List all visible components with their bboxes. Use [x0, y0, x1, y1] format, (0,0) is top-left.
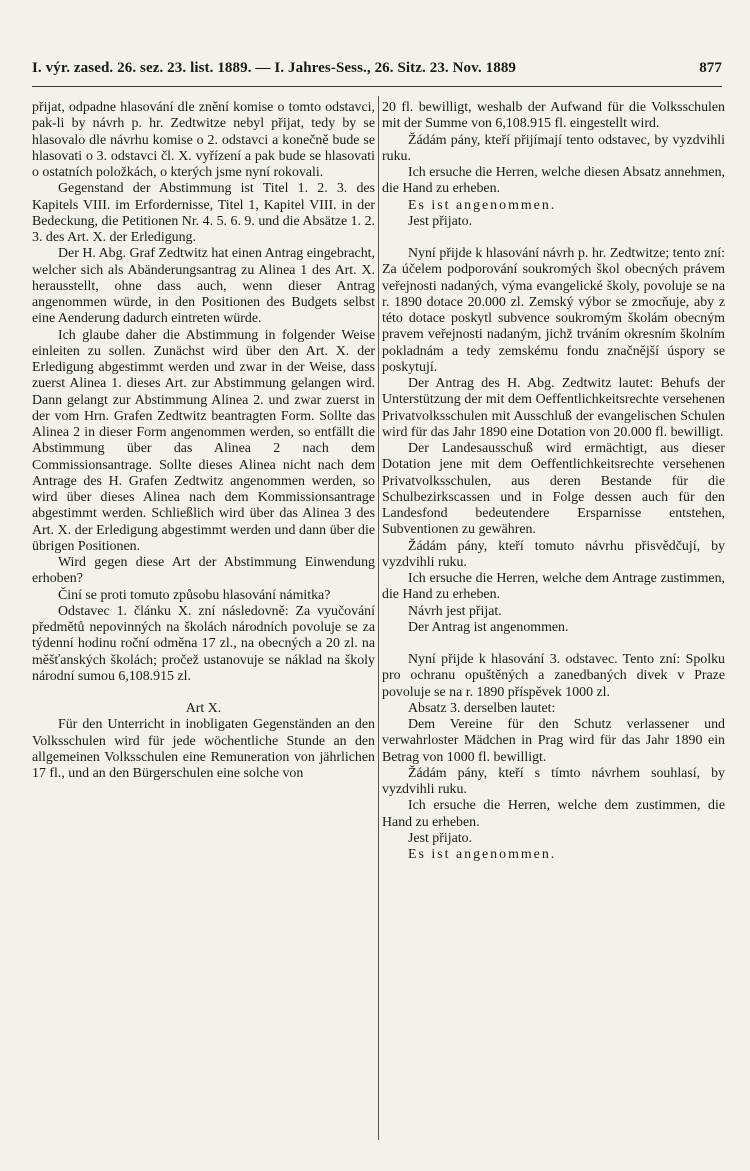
- paragraph: Žádám pány, kteří s tímto návrhem souhlasí, by vyzdvihli ruku.: [382, 765, 725, 797]
- paragraph: Der H. Abg. Graf Zedtwitz hat einen Antrag eingebracht, welcher sich als Abänderungsantrag zu Alinea 1 des Art. X. herausstellt, ohne dass auch, wenn dieser Antrag angenommen würde, in den Positionen des Budgets selbst eine Aenderung dadurch eintreten würde.: [32, 246, 375, 327]
- paragraph: Wird gegen diese Art der Abstimmung Einwendung erhoben?: [32, 555, 375, 587]
- paragraph: Návrh jest přijat.: [408, 603, 502, 619]
- paragraph: Es ist angenommen.: [408, 197, 557, 213]
- paragraph: Absatz 3. derselben lautet:: [408, 700, 556, 716]
- paragraph: Ich ersuche die Herren, welche diesen Absatz annehmen, die Hand zu erheben.: [382, 165, 725, 197]
- paragraph: Činí se proti tomuto způsobu hlasování námitka?: [58, 587, 331, 603]
- paragraph: Gegenstand der Abstimmung ist Titel 1. 2. 3. des Kapitels VIII. im Erfordernisse, Titel 1, Kapitel VIII. in der Bedeckung, die Petitionen Nr. 4. 5. 6. 9. und die Absätze 1. 2. 3. des Art. X. der Erledigung.: [32, 181, 375, 245]
- paragraph: Der Antrag ist angenommen.: [408, 619, 569, 635]
- paragraph: Žádám pány, kteří tomuto návrhu přisvědčují, by vyzdvihli ruku.: [382, 538, 725, 570]
- left-column: [32, 100, 375, 782]
- running-header: [32, 60, 722, 77]
- paragraph: přijat, odpadne hlasování dle znění komise o tomto odstavci, pak-li by návrh p. hr. Zedtwitze nebyl přijat, tedy by se hlasovalo dle návrhu komise o 2. odstavci a konečně bude se hlasovati o 3. odstavci čl. X. vyřízení a pak bude se hlasovati o ostatních položkách, o kterých jsme nyní rokovali.: [32, 100, 375, 180]
- paragraph: Ich glaube daher die Abstimmung in folgender Weise einleiten zu sollen. Zunächst wird über den Art. X. der Erledigung abgestimmt werden und zwar in der Weise, dass zuerst Alinea 1. dieses Art. zur Abstimmung gelangen wird. Dann gelangt zur Abstimmung Alinea 2. und zwar zuerst in der vom Hrn. Grafen Zedtwitz beantragten Form. Sollte das Alinea 2 in dieser Form angenommen werden, so entfällt die Abstimmung über das Alinea 2 nach dem Commissionsantrage. Sollte dieses Alinea nicht nach dem Antrage des H. Grafen Zedtwitz angenommen werden, so wird über dieses Alinea nach dem Kommissionsantrage abgestimmt werden. Schließlich wird über das Alinea 3 des Art. X. der Erledigung abgestimmt werden und dann über die übrigen Positionen.: [32, 327, 375, 554]
- paragraph: Es ist angenommen.: [408, 847, 557, 862]
- header-rule: [32, 86, 722, 87]
- right-column: [382, 100, 725, 863]
- paragraph: Dem Vereine für den Schutz verlassener und verwahrloster Mädchen in Prag wird für das Jahr 1890 ein Betrag von 1000 fl. bewilligt.: [382, 717, 725, 765]
- paragraph: Nyní přijde k hlasování 3. odstavec. Tento zní: Spolku pro ochranu opuštěných a zanedbaných divek v Praze povoluje se na r. 1890 příspěvek 1000 zl.: [382, 652, 725, 700]
- paragraph: Der Landesausschuß wird ermächtigt, aus dieser Dotation jene mit dem Oeffentlichkeitsrechte versehenen Privatvolksschulen, aus deren Bestande für die Schulbezirkscassen und in Folge dessen auch für den Landesfond bedeutendere Ersparnisse entstehen, Subventionen zu gewähren.: [382, 441, 725, 538]
- page-number: 877: [699, 60, 722, 76]
- paragraph: Odstavec 1. článku X. zní následovně: Za vyučování předmětů nepovinných na školách národních povoluje se za týdenní hodinu roční odměna 17 zl., na obecných a 20 zl. na měšťanských školách; pročež ustanovuje se náklad na školy národní sumou 6,108.915 zl.: [32, 603, 375, 684]
- paragraph: Ich ersuche die Herren, welche dem Antrage zustimmen, die Hand zu erheben.: [382, 571, 725, 603]
- paragraph: Žádám pány, kteří přijímají tento odstavec, by vyzdvihli ruku.: [382, 132, 725, 164]
- column-divider: [378, 96, 379, 1140]
- header-title: I. výr. zased. 26. sez. 23. list. 1889. — I. Jahres-Sess., 26. Sitz. 23. Nov. 1889: [32, 60, 517, 76]
- paragraph: Jest přijato.: [408, 213, 473, 229]
- paragraph: Nyní přijde k hlasování návrh p. hr. Zedtwitze; tento zní: Za účelem podporování soukromých škol obecných právem veřejnosti nadaných, výma evangelické školy, povoluje se na r. 1890 dotace 20.000 zl. Zemský výbor se zmocňuje, aby z této dotace poskytl subvence soukromým školám obecným pravem veřejnosti nadaným, jichž trváním okresním školním pokladnám a tedy zemskému fondu značnější úspory se poskytují.: [382, 246, 725, 375]
- paragraph: Ich ersuche die Herren, welche dem zustimmen, die Hand zu erheben.: [382, 798, 725, 830]
- paragraph: Jest přijato.: [408, 830, 473, 846]
- paragraph: Für den Unterricht in inobligaten Gegenständen an den Volksschulen wird für jede wöchentliche Stunde an den allgemeinen Volksschulen eine Remuneration von jährlichen 17 fl., und an den Bürgerschulen eine solche von: [32, 717, 375, 781]
- paragraph: Art X.: [185, 701, 222, 716]
- paragraph: Der Antrag des H. Abg. Zedtwitz lautet: Behufs der Unterstützung der mit dem Oeffentlichkeitsrechte versehenen Privatvolksschulen mit Ausschluß der evangelischen Schulen wird für das Jahr 1890 eine Dotation von 20.000 fl. bewilligt.: [382, 376, 725, 440]
- paragraph: 20 fl. bewilligt, weshalb der Aufwand für die Volksschulen mit der Summe von 6,108.915 fl. eingestellt wird.: [382, 100, 725, 132]
